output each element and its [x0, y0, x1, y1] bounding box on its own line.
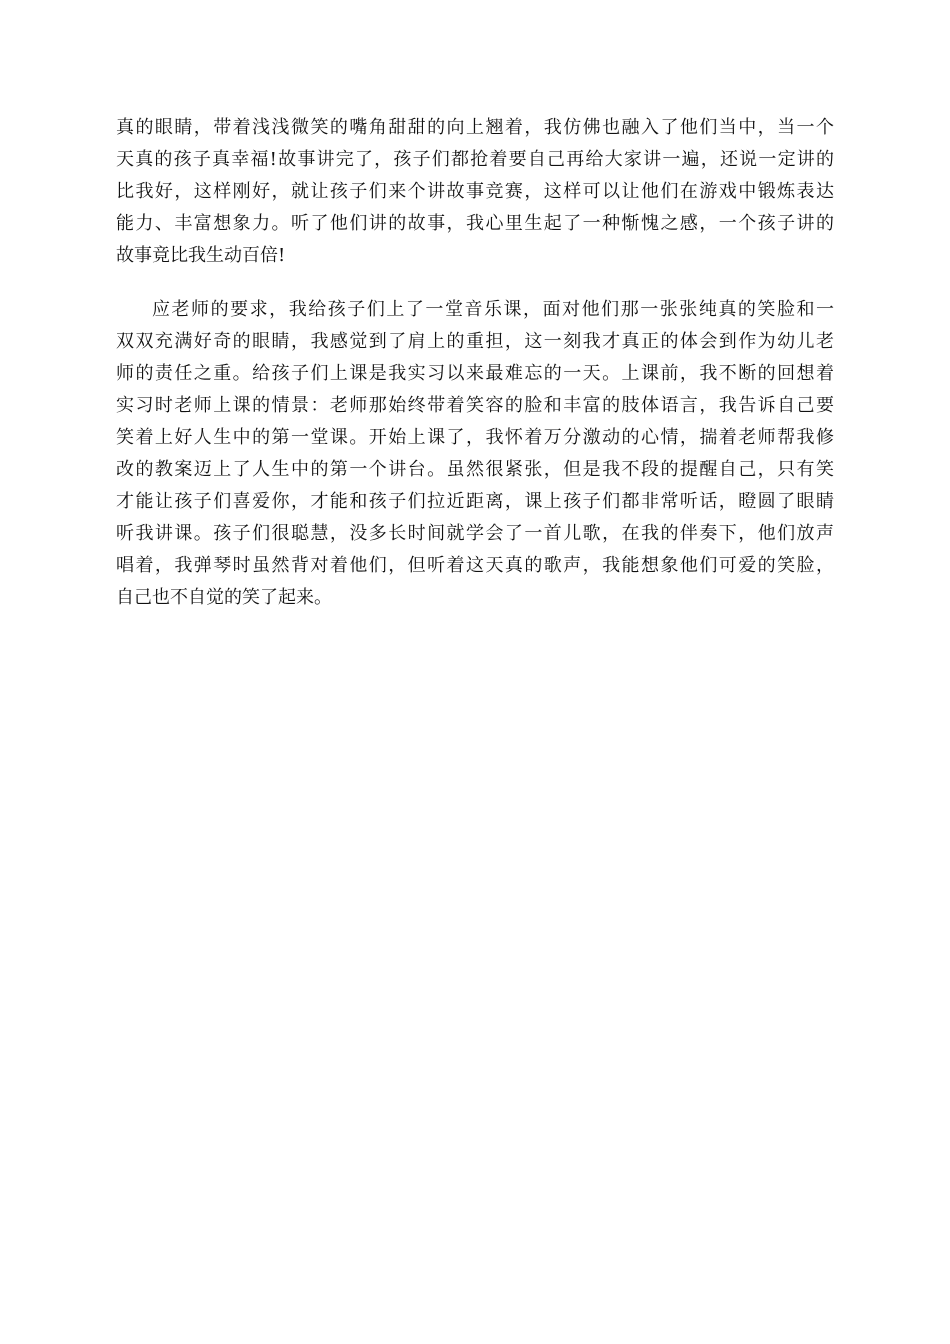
text-line: 比我好，这样刚好，就让孩子们来个讲故事竞赛，这样可以让他们在游戏中锻炼表达: [116, 181, 834, 202]
text-line: 双双充满好奇的眼睛，我感觉到了肩上的重担，这一刻我才真正的体会到作为幼儿老: [116, 331, 834, 352]
text-line: 实习时老师上课的情景：老师那始终带着笑容的脸和丰富的肢体语言，我告诉自己要: [116, 395, 834, 416]
paragraph-spacer: [116, 272, 834, 294]
text-line: 改的教案迈上了人生中的第一个讲台。虽然很紧张，但是我不段的提醒自己，只有笑: [116, 459, 834, 480]
text-line: 真的眼睛，带着浅浅微笑的嘴角甜甜的向上翘着，我仿佛也融入了他们当中，当一个: [116, 117, 834, 138]
text-line: 自己也不自觉的笑了起来。: [116, 587, 332, 608]
paragraph-2: [116, 294, 834, 614]
text-line: 才能让孩子们喜爱你，才能和孩子们拉近距离，课上孩子们都非常听话，瞪圆了眼睛: [116, 491, 834, 512]
text-line: 师的责任之重。给孩子们上课是我实习以来最难忘的一天。上课前，我不断的回想着: [116, 363, 834, 384]
paragraph-1: [116, 112, 834, 272]
text-line: 听我讲课。孩子们很聪慧，没多长时间就学会了一首儿歌，在我的伴奏下，他们放声: [116, 523, 834, 544]
text-line: 唱着，我弹琴时虽然背对着他们，但听着这天真的歌声，我能想象他们可爱的笑脸，: [116, 555, 834, 576]
text-line: 故事竟比我生动百倍!: [116, 245, 286, 266]
text-line: 天真的孩子真幸福!故事讲完了，孩子们都抢着要自己再给大家讲一遍，还说一定讲的: [116, 149, 834, 170]
document-body: [116, 112, 834, 614]
text-line: 能力、丰富想象力。听了他们讲的故事，我心里生起了一种惭愧之感，一个孩子讲的: [116, 213, 834, 234]
text-line: 笑着上好人生中的第一堂课。开始上课了，我怀着万分激动的心情，揣着老师帮我修: [116, 427, 834, 448]
text-line: 应老师的要求，我给孩子们上了一堂音乐课，面对他们那一张张纯真的笑脸和一: [152, 299, 834, 320]
